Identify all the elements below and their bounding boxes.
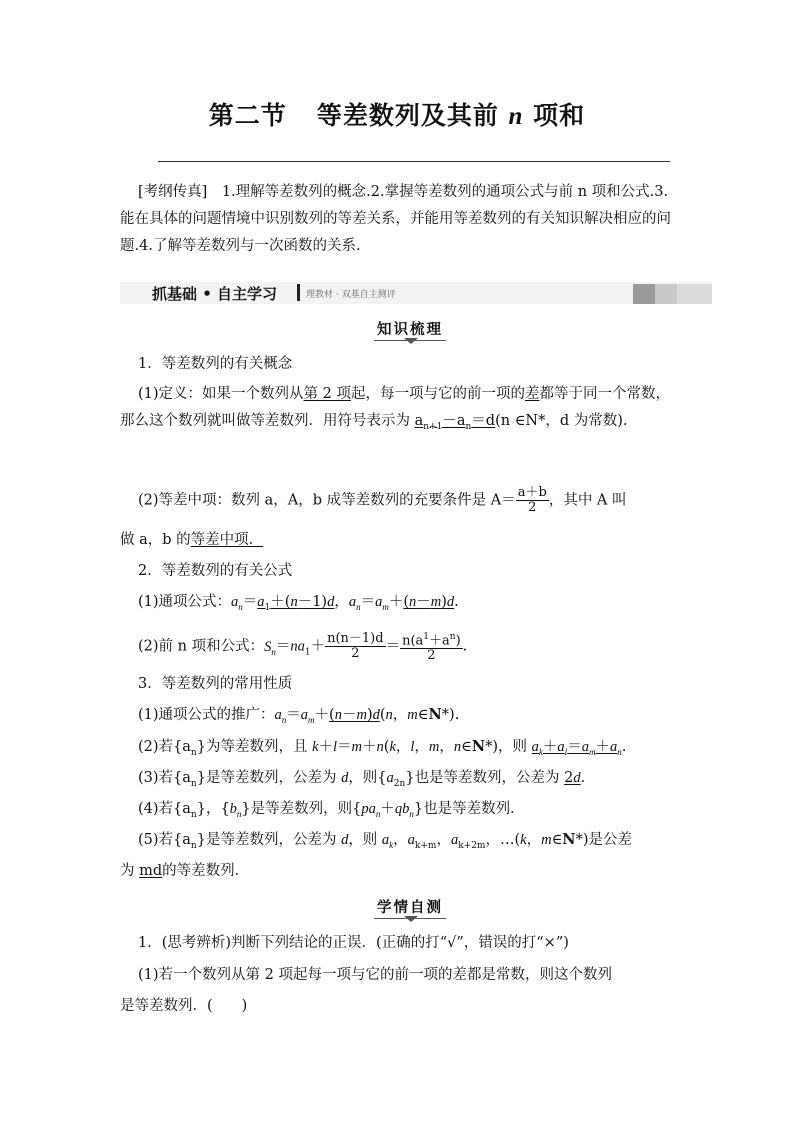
- knowledge-header-marker: [404, 338, 418, 344]
- property-1: (1)通项公式的推广：$a_n=a_m+(n-m)d(n$，m∈N*).: [138, 706, 460, 725]
- property-3: (3)若$\{a_n\}$是等差数列，公差为 d，则$\{a_{2n}\}$也是等差数列，公差为 2d.: [138, 770, 586, 789]
- knowledge-header: 知识梳理: [330, 318, 490, 341]
- heading-properties: 3．等差数列的常用性质: [138, 676, 293, 692]
- selftest-header-marker: [404, 916, 418, 922]
- section-bar: [120, 282, 712, 304]
- heading-formulas: 2．等差数列的有关公式: [138, 563, 293, 579]
- title-n: n: [508, 103, 524, 130]
- property-2: (2)若$\{a_n\}$为等差数列，且 k＋l＝m＋n(k，l，m，n∈N*)，则 $a_k+a_l=a_m+a_n$.: [138, 738, 627, 758]
- syllabus-tag: [考纲传真]: [138, 184, 208, 200]
- definition-formula: $a_{n+1}-a_n=d$: [414, 413, 496, 432]
- section-bar-title: 抓基础 • 自主学习: [152, 285, 278, 303]
- property-5-cont: 为 md的等差数列．: [120, 863, 250, 879]
- title-section: 第二节: [208, 101, 287, 130]
- property-5: (5)若$\{a_n\}$是等差数列，公差为 d，则 $a_k$，$a_{k+m}$，$a_{k+2m}$，…(k，m∈N*)是公差: [138, 831, 632, 851]
- middle-term-line: (2)等差中项：数列 a，A，b 成等差数列的充要条件是 A＝ $\frac{a+b}{2}$ ，其中 A 叫: [138, 485, 627, 515]
- question-1-item-1: (1)若一个数列从第 2 项起每一项与它的前一项的差都是常数，则这个数列: [138, 967, 612, 983]
- section-bar-subtitle: 理教材 · 双基自主测评: [306, 290, 396, 300]
- page-title: [0, 96, 794, 132]
- syllabus-block: [120, 179, 675, 260]
- syllabus-text: 1.理解等差数列的概念.2.掌握等差数列的通项公式与前 n 项和公式.3.能在具体的问题情境中识别数列的等差关系，并能用等差数列的有关知识解决相应的问题.4.了解等差数列与一次函数的关系.: [120, 184, 671, 254]
- title-rule: [158, 161, 670, 162]
- title-main: 等差数列及其前: [316, 101, 499, 130]
- middle-term-fraction: $\frac{a+b}{2}$: [517, 485, 547, 515]
- selftest-header: 学情自测: [330, 896, 490, 919]
- heading-concept: 1．等差数列的有关概念: [138, 356, 293, 372]
- general-term-formula: (1)通项公式：$a_n=a_1+(n-1)d$，$a_n=a_m+(n-m)d$.: [138, 594, 459, 613]
- sum-formula: (2)前 n 项和公式：$S_n=na_1+$ $\frac{n(n-1)d}{2}$ ＝ $\frac{n(a^1+a^n)}{2}$ .: [138, 631, 468, 664]
- question-1: 1．(思考辨析)判断下列结论的正误．(正确的打“√”，错误的打“×”): [138, 935, 569, 951]
- property-4: (4)若$\{a_n\}$，$\{b_n\}$是等差数列，则$\{pa_n+qb_n\}$也是等差数列．: [138, 801, 525, 820]
- definition-paragraph: (1)定义：如果一个数列从第 2 项起，每一项与它的前一项的差都等于同一个常数，那么这个数列就叫做等差数列．用符号表示为 $a_{n+1}-a_n=d(n$ ∈N*，d 为常数).: [120, 386, 670, 432]
- title-end: 项和: [533, 101, 586, 130]
- middle-term-line2: 做 a，b 的等差中项．: [120, 532, 264, 548]
- question-1-item-1-cont: 是等差数列．( ): [120, 998, 248, 1014]
